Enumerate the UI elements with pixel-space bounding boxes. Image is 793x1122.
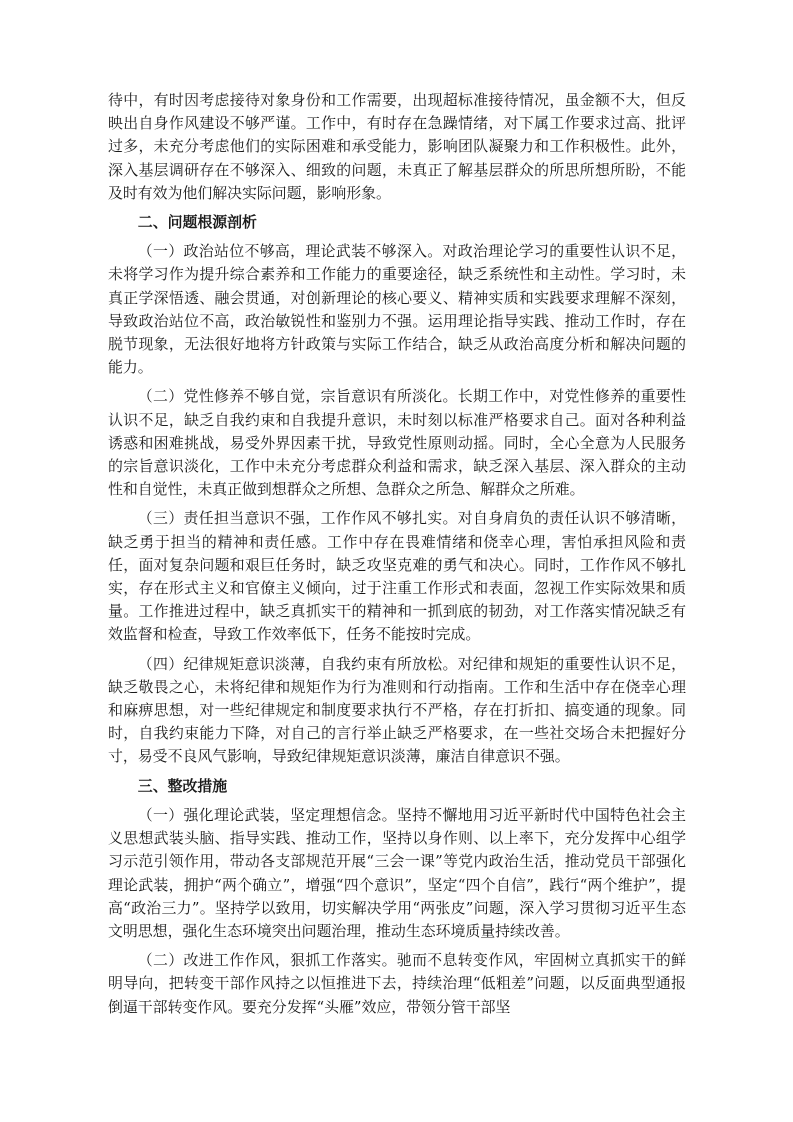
section-heading-rectification: 三、整改措施 <box>137 776 228 795</box>
opening-paragraph: 待中，有时因考虑接待对象身份和工作需要，出现超标准接待情况，虽金额不大，但反映出自身作风建设不够严谨。工作中，有时存在急躁情绪，对下属工作要求过高、批评过多，未充分考虑他们的实际困难和承受能力，影响团队凝聚力和工作积极性。此外，深入基层调研存在不够深入、细致的问题，未真正了解基层群众的所思所想所盼，不能及时有效为他们解决实际问题，影响形象。 <box>108 91 686 202</box>
paragraph-party-spirit: （二）党性修养不够自觉，宗旨意识有所淡化。长期工作中，对党性修养的重要性认识不足，缺乏自我约束和自我提升意识，未时刻以标准严格要求自己。面对各种利益诱惑和困难挑战，易受外界因素干扰，导致党性原则动摇。同时，全心全意为人民服务的宗旨意识淡化，工作中未充分考虑群众利益和需求，缺乏深入基层、深入群众的主动性和自觉性，未真正做到想群众之所想、急群众之所急、解群众之所难。 <box>108 387 686 499</box>
document-page <box>108 89 686 1025</box>
paragraph-discipline: （四）纪律规矩意识淡薄，自我约束有所放松。对纪律和规矩的重要性认识不足，缺乏敬畏之心，未将纪律和规矩作为行为准则和行动指南。工作和生活中存在侥幸心理和麻痹思想，对一些纪律规定和制度要求执行不严格，存在打折扣、搞变通的现象。同时，自我约束能力下降，对自己的言行举止缺乏严格要求，在一些社交场合未把握好分寸，易受不良风气影响，导致纪律规矩意识淡薄，廉洁自律意识不强。 <box>108 654 686 766</box>
paragraph-theory-armament: （一）强化理论武装，坚定理想信念。坚持不懈地用习近平新时代中国特色社会主义思想武装头脑、指导实践、推动工作，坚持以身作则、以上率下，充分发挥中心组学习示范引领作用，带动各支部规范开展“三会一课”等党内政治生活，推动党员干部强化理论武装，拥护“两个确立”，增强“四个意识”，坚定“四个自信”，践行“两个维护”，提高“政治三力”。坚持学以致用，切实解决学用“两张皮”问题，深入学习贯彻习近平生态文明思想，强化生态环境突出问题治理，推动生态环境质量持续改善。 <box>108 805 686 940</box>
paragraph-political-stance: （一）政治站位不够高，理论武装不够深入。对政治理论学习的重要性认识不足，未将学习作为提升综合素养和工作能力的重要途径，缺乏系统性和主动性。学习时，未真正学深悟透、融会贯通，对创新理论的核心要义、精神实质和实践要求理解不深刻，导致政治站位不高，政治敏锐性和鉴别力不强。运用理论指导实践、推动工作时，存在脱节现象，无法很好地将方针政策与实际工作结合，缺乏从政治高度分析和解决问题的能力。 <box>108 242 686 377</box>
paragraph-work-style: （二）改进工作作风，狠抓工作落实。驰而不息转变作风，牢固树立真抓实干的鲜明导向，把转变干部作风持之以恒推进下去，持续治理“低粗差”问题，以反面典型通报倒逼干部转变作风。要充分发挥“头雁”效应，带领分管干部坚 <box>108 951 686 1016</box>
section-heading-root-cause: 二、问题根源剖析 <box>137 213 257 232</box>
paragraph-responsibility: （三）责任担当意识不强，工作作风不够扎实。对自身肩负的责任认识不够清晰，缺乏勇于担当的精神和责任感。工作中存在畏难情绪和侥幸心理，害怕承担风险和责任，面对复杂问题和艰巨任务时，缺乏攻坚克难的勇气和决心。同时，工作作风不够扎实，存在形式主义和官僚主义倾向，过于注重工作形式和表面，忽视工作实际效果和质量。工作推进过程中，缺乏真抓实干的精神和一抓到底的韧劲，对工作落实情况缺乏有效监督和检查，导致工作效率低下，任务不能按时完成。 <box>108 509 686 644</box>
